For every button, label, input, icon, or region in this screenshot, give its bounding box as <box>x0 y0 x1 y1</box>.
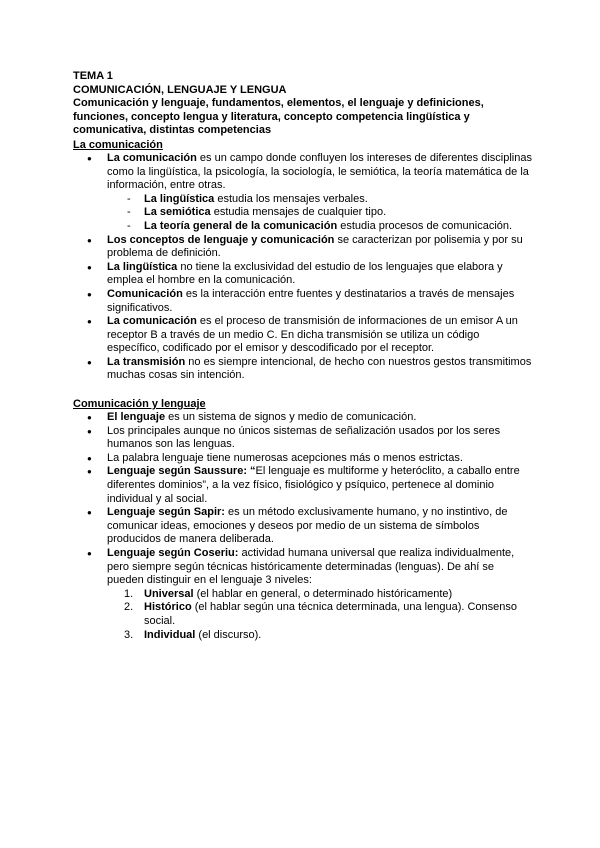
level-number: 2. <box>124 601 134 614</box>
list-item <box>73 315 533 356</box>
item-text: La palabra lenguaje tiene numerosas acepciones más o menos estrictas. <box>107 451 463 464</box>
item-text: Los principales aunque no únicos sistemas de señalización usados por los seres humanos son las lenguas. <box>107 424 501 451</box>
document-subtitle: Comunicación y lenguaje, fundamentos, elementos, el lenguaje y definiciones, funciones, concepto lengua y literatura, concepto competencia lingüística y comunicativa, distintas competencias <box>73 97 484 137</box>
level-number: 1. <box>124 587 134 600</box>
item-text: es el proceso de transmisión de informaciones de un emisor A un receptor B a través de un medio C. En dicha transmisión se utiliza un código específico, codificado por el emisor y descodificado por el receptor. <box>107 315 518 355</box>
item-term: Lenguaje según Sapir: <box>107 506 225 519</box>
item-term: Comunicación <box>107 287 183 300</box>
list-item <box>73 425 533 452</box>
item-text: se caracterizan por polisemia y por su problema de definición. <box>107 233 523 260</box>
item-text: actividad humana universal que realiza individualmente, pero siempre según técnicas históricamente determinadas (lenguas). De ahí se pueden distinguir en el lenguaje 3 niveles: <box>107 547 515 587</box>
list-item <box>73 452 533 466</box>
item-text: no tiene la exclusividad del estudio de los lenguajes que elabora y emplea el hombre en la comunicación. <box>107 260 503 287</box>
list-item <box>73 506 533 547</box>
comunicacion-list <box>73 152 533 383</box>
section-heading-comunicacion-y-lenguaje: Comunicación y lenguaje <box>73 398 206 411</box>
item-text: (el hablar según una técnica determinada, una lengua). Consenso social. <box>144 601 518 627</box>
document-page <box>73 70 533 642</box>
item-text: estudia los mensajes verbales. <box>214 192 368 205</box>
sublist-item <box>107 193 533 207</box>
item-term: La transmisión <box>107 355 186 368</box>
list-item <box>73 261 533 288</box>
sublist-item <box>107 220 533 234</box>
list-item <box>73 356 533 383</box>
list-item <box>73 547 533 642</box>
sublist <box>107 193 533 234</box>
tema-label: TEMA 1 <box>73 70 113 82</box>
level-item <box>107 588 533 602</box>
sublist-item <box>107 206 533 220</box>
list-item <box>73 465 533 506</box>
list-item <box>73 234 533 261</box>
list-item <box>73 288 533 315</box>
item-text: El lenguaje es multiforme y heteróclito, a caballo entre diferentes dominios”, a la vez físico, fisiológico y psíquico, pertenece al dominio individual y al social. <box>107 465 520 505</box>
document-title: COMUNICACIÓN, LENGUAJE Y LENGUA <box>73 83 287 96</box>
item-term: Lenguaje según Saussure: “ <box>107 465 256 478</box>
level-item <box>107 629 533 643</box>
item-text: es un método exclusivamente humano, y no instintivo, de comunicar ideas, emociones y deseos por medio de un sistema de símbolos producidos de manera deliberada. <box>107 506 508 546</box>
item-text: es la interacción entre fuentes y destinatarios a través de mensajes significativos. <box>107 287 515 314</box>
item-text: (el hablar en general, o determinado históricamente) <box>193 587 453 600</box>
item-term: Lenguaje según Coseriu: <box>107 547 239 559</box>
item-text: estudia mensajes de cualquier tipo. <box>210 206 387 219</box>
item-text: (el discurso). <box>195 628 262 641</box>
item-term: Universal <box>144 587 194 600</box>
item-term: La teoría general de la comunicación <box>144 219 338 232</box>
item-text: es un campo donde confluyen los intereses de diferentes disciplinas como la lingüística, la psicología, la sociología, le semiótica, la teoría matemática de la información, entre otras. <box>107 151 532 192</box>
item-text: no es siempre intencional, de hecho con nuestros gestos transmitimos muchas cosas sin intención. <box>107 355 532 382</box>
item-term: La semiótica <box>144 206 211 219</box>
list-item <box>73 411 533 425</box>
level-item <box>107 601 533 628</box>
list-item <box>73 152 533 234</box>
item-term: La comunicación <box>107 315 197 328</box>
item-term: La lingüística <box>107 260 178 273</box>
item-term: El lenguaje <box>107 411 166 424</box>
lenguaje-list <box>73 411 533 642</box>
section-spacer <box>73 383 533 397</box>
item-text: estudia procesos de comunicación. <box>337 219 513 232</box>
levels-list <box>107 588 533 642</box>
item-term: La lingüística <box>144 192 215 205</box>
item-text: es un sistema de signos y medio de comunicación. <box>165 411 417 424</box>
item-term: Los conceptos de lenguaje y comunicación <box>107 233 335 246</box>
item-term: Histórico <box>144 601 192 614</box>
item-term: La comunicación <box>107 151 197 164</box>
level-number: 3. <box>124 628 134 641</box>
item-term: Individual <box>144 628 196 641</box>
section-heading-comunicacion: La comunicación <box>73 138 163 151</box>
